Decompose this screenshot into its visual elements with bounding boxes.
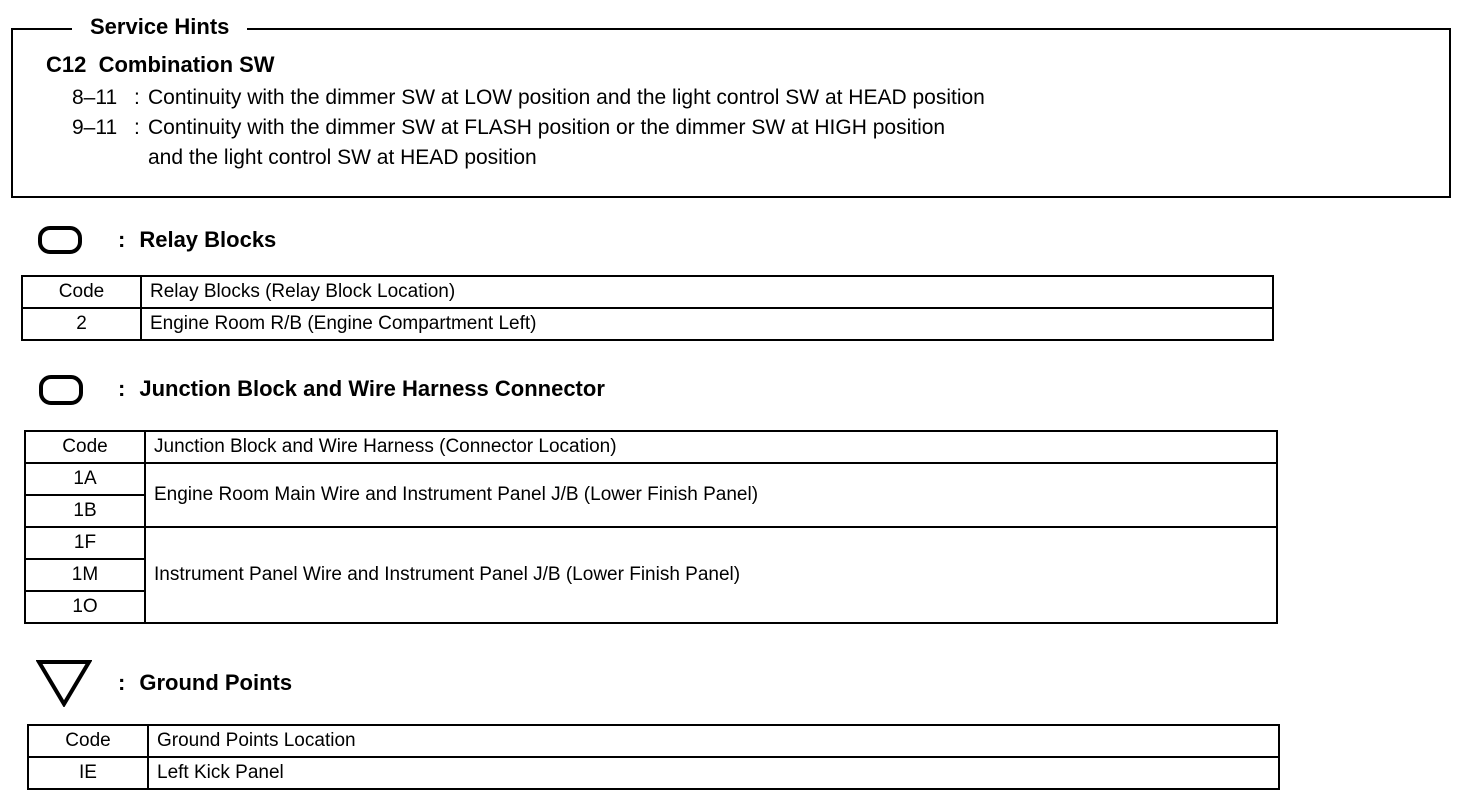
section-title: Relay Blocks <box>139 227 277 252</box>
hint-separator: : <box>134 116 140 139</box>
column-header-code: Code <box>25 431 145 463</box>
down-triangle-icon <box>36 659 92 707</box>
table-header-row <box>28 725 1279 757</box>
column-header-location: Relay Blocks (Relay Block Location) <box>141 276 1273 308</box>
table-row <box>22 308 1273 340</box>
location-cell: Instrument Panel Wire and Instrument Panel J/B (Lower Finish Panel) <box>145 527 1277 623</box>
code-cell: 2 <box>22 308 141 340</box>
section-title: Junction Block and Wire Harness Connector <box>139 376 605 401</box>
hint-pins: 8–11 <box>72 86 118 109</box>
ground-points-table <box>27 724 1280 790</box>
table-row <box>28 757 1279 789</box>
column-header-code: Code <box>28 725 148 757</box>
location-cell: Engine Room Main Wire and Instrument Panel J/B (Lower Finish Panel) <box>145 463 1277 527</box>
section-title: Ground Points <box>139 670 293 695</box>
section-colon: : <box>118 670 126 695</box>
column-header-location: Junction Block and Wire Harness (Connector Location) <box>145 431 1277 463</box>
section-colon: : <box>118 227 126 252</box>
hint-separator: : <box>134 86 140 109</box>
hint-text: Continuity with the dimmer SW at LOW position and the light control SW at HEAD position <box>148 86 985 109</box>
rounded-rectangle-icon <box>36 224 84 256</box>
code-cell: 1B <box>25 495 145 527</box>
section-colon: : <box>118 376 126 401</box>
hint-pins: 9–11 <box>72 116 118 139</box>
hint-text: Continuity with the dimmer SW at FLASH position or the dimmer SW at HIGH position <box>148 116 946 139</box>
location-cell: Engine Room R/B (Engine Compartment Left) <box>141 308 1273 340</box>
code-cell: IE <box>28 757 148 789</box>
code-cell: 1F <box>25 527 145 559</box>
code-cell: 1A <box>25 463 145 495</box>
hint-text-continued: and the light control SW at HEAD position <box>148 146 537 169</box>
relay-blocks-heading <box>36 220 276 260</box>
table-header-row <box>22 276 1273 308</box>
connector-heading: C12 Combination SW <box>46 52 275 77</box>
code-cell: 1O <box>25 591 145 623</box>
relay-blocks-table <box>21 275 1274 341</box>
table-row <box>25 527 1277 559</box>
column-header-location: Ground Points Location <box>148 725 1279 757</box>
junction-blocks-heading <box>36 369 605 409</box>
junction-blocks-table <box>24 430 1278 624</box>
rounded-rectangle-icon <box>36 373 84 405</box>
service-hints-title: Service Hints <box>72 13 247 41</box>
column-header-code: Code <box>22 276 141 308</box>
table-header-row <box>25 431 1277 463</box>
code-cell: 1M <box>25 559 145 591</box>
ground-points-heading <box>36 658 292 708</box>
table-row <box>25 463 1277 495</box>
location-cell: Left Kick Panel <box>148 757 1279 789</box>
